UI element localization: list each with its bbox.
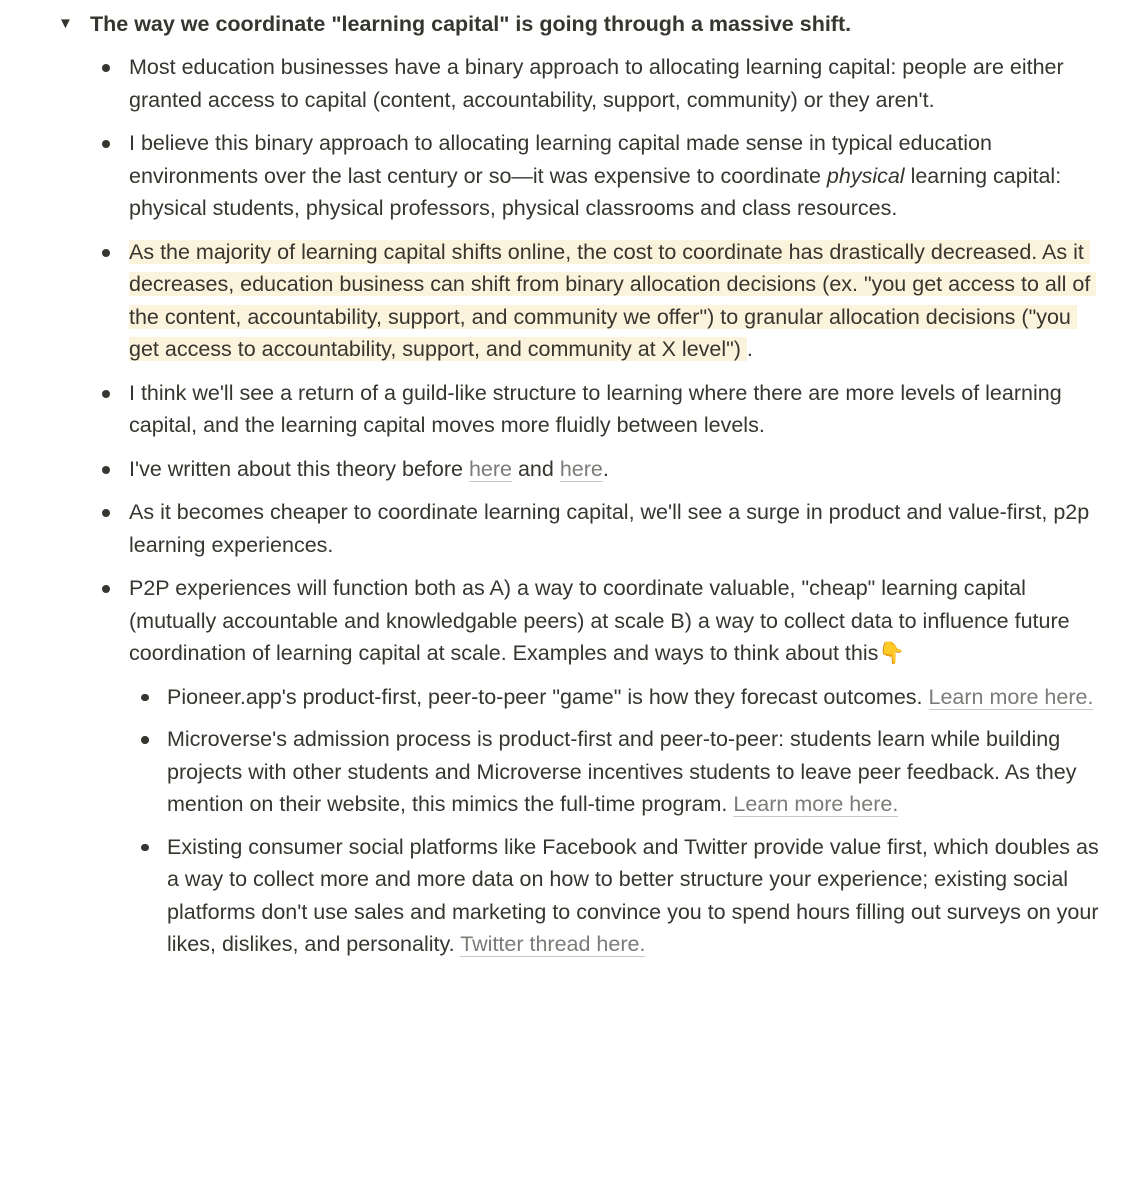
list-item [100, 572, 1110, 961]
bullet-text [167, 831, 1120, 961]
text-segment: and [511, 456, 560, 481]
list-item [100, 51, 1110, 116]
bullet-icon [102, 140, 110, 148]
nested-bullet-list [139, 681, 1120, 961]
bullet-text [167, 681, 1120, 714]
bullet-icon [102, 390, 110, 398]
bullet-icon [141, 694, 149, 702]
toggle-arrow-icon[interactable]: ▼ [58, 15, 73, 32]
list-item [100, 453, 1110, 486]
bullet-icon [102, 466, 110, 474]
pointing-down-icon: 👇 [878, 641, 906, 665]
text-segment: P2P experiences will function both as A) a way to coordinate valuable, "cheap" learning capital (mutually accountable and knowledgable peers) at scale B) a way to collect data to influence future coordination of learning capital at scale. Examples and ways to think about this [129, 576, 1070, 665]
list-item [139, 723, 1120, 821]
text-segment: I've written about this theory before [129, 456, 469, 481]
italic-text: physical [826, 163, 905, 188]
text-segment: Pioneer.app's product-first, peer-to-peer "game" is how they forecast outcomes. [167, 684, 929, 709]
bullet-text: As it becomes cheaper to coordinate learning capital, we'll see a surge in product and value-first, p2p learning experiences. [129, 500, 1090, 557]
bullet-icon [102, 509, 110, 517]
bullet-list [100, 51, 1110, 972]
bullet-icon [141, 736, 149, 744]
bullet-text: I think we'll see a return of a guild-like structure to learning where there are more levels of learning capital, and the learning capital moves more fluidly between levels. [129, 380, 1062, 437]
bullet-icon [102, 64, 110, 72]
twitter-thread-link[interactable]: Twitter thread here. [460, 932, 646, 956]
learn-more-link[interactable]: Learn more here. [928, 684, 1094, 709]
learn-more-link[interactable]: Learn more here. [733, 792, 899, 816]
list-item [100, 377, 1110, 442]
bullet-text: Most education businesses have a binary approach to allocating learning capital: people are either granted access to capital (content, accountability, support, community) or they aren't. [129, 55, 1064, 112]
bullet-text [129, 453, 1110, 486]
list-item [139, 831, 1120, 961]
text-segment: Existing consumer social platforms like Facebook and Twitter provide value first, which doubles as a way to collect more and more data on how to better structure your experience; existing social platforms don't use sales and marketing to convince you to spend hours filling out surveys on your likes, dislikes, and personality. [167, 834, 1099, 956]
list-item [139, 681, 1120, 714]
bullet-icon [102, 585, 110, 593]
list-item [100, 496, 1110, 561]
text-segment: . [602, 456, 609, 481]
bullet-icon [102, 249, 110, 257]
toggle-title: The way we coordinate "learning capital" is going through a massive shift. [90, 12, 852, 36]
bullet-text [129, 236, 1110, 366]
list-item [100, 127, 1110, 225]
text-segment: . [746, 337, 753, 361]
bullet-icon [141, 844, 149, 852]
toggle-block [58, 8, 1113, 40]
bullet-text [167, 723, 1120, 821]
text-segment: I believe this binary approach to allocating learning capital made sense in typical education environments over the last century or so—it was expensive to coordinate [129, 131, 992, 188]
list-item [100, 236, 1110, 366]
bullet-text [129, 572, 1110, 670]
bullet-text [129, 127, 1110, 225]
text-segment: learning capital: physical students, physical professors, physical classrooms and class resources. [129, 163, 1062, 220]
text-segment: Microverse's admission process is product-first and peer-to-peer: students learn while building projects with other students and Microverse incentives students to leave peer feedback. As they mention on their website, this mimics the full-time program. [167, 727, 1077, 816]
here-link-2[interactable]: here [559, 456, 603, 481]
highlighted-text: As the majority of learning capital shifts online, the cost to coordinate has drastically decreased. As it decreases, education business can shift from binary allocation decisions (ex. "you get access to all of the content, accountability, support, and community we offer") to granular allocation decisions ("you get access to accountability, support, and community at X level") [129, 240, 1096, 362]
here-link-1[interactable]: here [468, 456, 512, 481]
